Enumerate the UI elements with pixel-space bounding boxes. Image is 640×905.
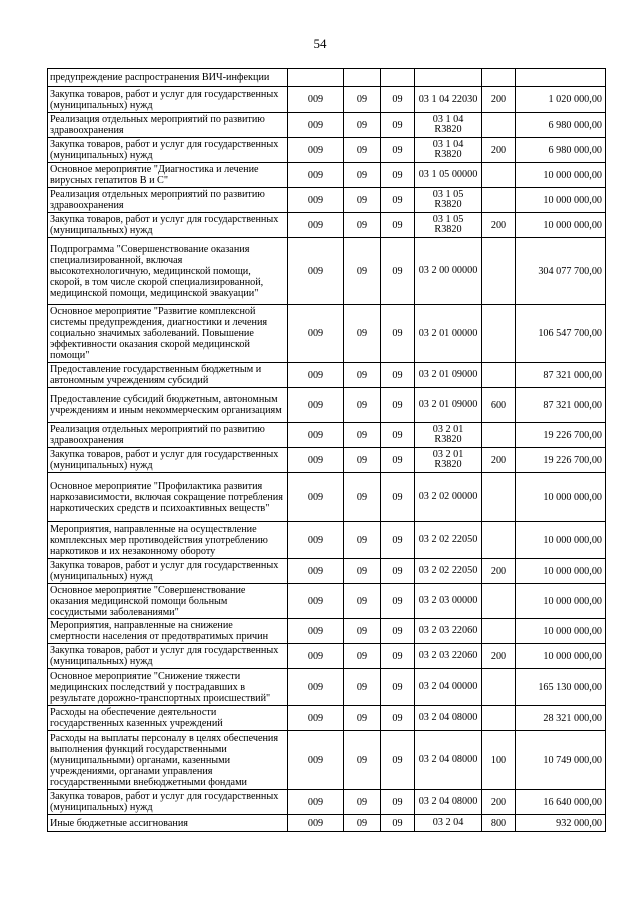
section-code: 09 — [344, 113, 381, 138]
target-article-code: 03 1 04 R3820 — [415, 113, 482, 138]
amount: 10 000 000,00 — [516, 619, 606, 644]
subsection-code: 09 — [381, 619, 415, 644]
expense-type-code — [482, 305, 516, 363]
expense-type-code: 100 — [482, 731, 516, 790]
section-code: 09 — [344, 790, 381, 815]
amount: 10 749 000,00 — [516, 731, 606, 790]
expense-type-code — [482, 69, 516, 87]
expense-type-code — [482, 669, 516, 706]
target-article-code: 03 2 02 00000 — [415, 473, 482, 522]
ministry-code: 009 — [288, 448, 344, 473]
amount: 87 321 000,00 — [516, 388, 606, 423]
ministry-code: 009 — [288, 213, 344, 238]
ministry-code: 009 — [288, 584, 344, 619]
ministry-code: 009 — [288, 388, 344, 423]
target-article-code: 03 2 00 00000 — [415, 238, 482, 305]
expense-type-code: 200 — [482, 644, 516, 669]
row-name: Закупка товаров, работ и услуг для государственных (муниципальных) нужд — [48, 790, 288, 815]
amount: 165 130 000,00 — [516, 669, 606, 706]
subsection-code: 09 — [381, 163, 415, 188]
amount: 10 000 000,00 — [516, 559, 606, 584]
row-name: Закупка товаров, работ и услуг для государственных (муниципальных) нужд — [48, 448, 288, 473]
ministry-code: 009 — [288, 138, 344, 163]
row-name: Расходы на обеспечение деятельности государственных казенных учреждений — [48, 706, 288, 731]
table-row — [48, 113, 606, 138]
expense-type-code — [482, 423, 516, 448]
amount: 10 000 000,00 — [516, 188, 606, 213]
section-code: 09 — [344, 138, 381, 163]
amount: 19 226 700,00 — [516, 448, 606, 473]
target-article-code: 03 2 04 08000 — [415, 731, 482, 790]
ministry-code — [288, 69, 344, 87]
subsection-code: 09 — [381, 706, 415, 731]
table-row — [48, 584, 606, 619]
section-code: 09 — [344, 473, 381, 522]
ministry-code: 009 — [288, 473, 344, 522]
section-code: 09 — [344, 238, 381, 305]
subsection-code: 09 — [381, 584, 415, 619]
target-article-code: 03 2 04 — [415, 815, 482, 832]
expense-type-code — [482, 619, 516, 644]
amount: 16 640 000,00 — [516, 790, 606, 815]
section-code: 09 — [344, 559, 381, 584]
section-code: 09 — [344, 448, 381, 473]
subsection-code: 09 — [381, 815, 415, 832]
section-code: 09 — [344, 731, 381, 790]
section-code: 09 — [344, 363, 381, 388]
row-name: предупреждение распространения ВИЧ-инфекции — [48, 69, 288, 87]
amount: 6 980 000,00 — [516, 113, 606, 138]
section-code: 09 — [344, 619, 381, 644]
table-row — [48, 522, 606, 559]
expense-type-code: 200 — [482, 213, 516, 238]
expense-type-code — [482, 238, 516, 305]
row-name: Реализация отдельных мероприятий по развитию здравоохранения — [48, 423, 288, 448]
ministry-code: 009 — [288, 669, 344, 706]
subsection-code: 09 — [381, 669, 415, 706]
ministry-code: 009 — [288, 238, 344, 305]
target-article-code: 03 2 01 R3820 — [415, 448, 482, 473]
amount: 10 000 000,00 — [516, 213, 606, 238]
subsection-code: 09 — [381, 473, 415, 522]
target-article-code: 03 2 01 R3820 — [415, 423, 482, 448]
table-row — [48, 213, 606, 238]
ministry-code: 009 — [288, 790, 344, 815]
amount: 10 000 000,00 — [516, 644, 606, 669]
expense-type-code: 200 — [482, 138, 516, 163]
ministry-code: 009 — [288, 363, 344, 388]
expense-type-code — [482, 163, 516, 188]
table-row — [48, 305, 606, 363]
amount: 10 000 000,00 — [516, 163, 606, 188]
subsection-code: 09 — [381, 363, 415, 388]
ministry-code: 009 — [288, 113, 344, 138]
amount: 6 980 000,00 — [516, 138, 606, 163]
ministry-code: 009 — [288, 522, 344, 559]
target-article-code: 03 2 04 00000 — [415, 669, 482, 706]
table-row — [48, 644, 606, 669]
section-code: 09 — [344, 669, 381, 706]
ministry-code: 009 — [288, 559, 344, 584]
subsection-code: 09 — [381, 731, 415, 790]
row-name: Подпрограмма "Совершенствование оказания специализированной, включая высокотехнологичную, медицинской помощи, скорой, в том числе скорой специализированной, медицинской помощи, медицинской эвакуации" — [48, 238, 288, 305]
amount: 19 226 700,00 — [516, 423, 606, 448]
subsection-code: 09 — [381, 522, 415, 559]
table-row — [48, 87, 606, 113]
target-article-code: 03 2 04 08000 — [415, 706, 482, 731]
subsection-code: 09 — [381, 188, 415, 213]
table-row — [48, 238, 606, 305]
row-name: Закупка товаров, работ и услуг для государственных (муниципальных) нужд — [48, 87, 288, 113]
row-name: Основное мероприятие "Развитие комплексной системы предупреждения, диагностики и лечения социально значимых заболеваний. Повышение эффективности оказания скорой медицинской помощи" — [48, 305, 288, 363]
amount: 28 321 000,00 — [516, 706, 606, 731]
expense-type-code — [482, 363, 516, 388]
subsection-code: 09 — [381, 448, 415, 473]
ministry-code: 009 — [288, 706, 344, 731]
expense-type-code — [482, 522, 516, 559]
table-row — [48, 363, 606, 388]
table-row — [48, 69, 606, 87]
row-name: Закупка товаров, работ и услуг для государственных (муниципальных) нужд — [48, 138, 288, 163]
target-article-code: 03 2 02 22050 — [415, 559, 482, 584]
expense-type-code: 200 — [482, 87, 516, 113]
row-name: Предоставление субсидий бюджетным, автономным учреждениям и иным некоммерческим организациям — [48, 388, 288, 423]
target-article-code — [415, 69, 482, 87]
subsection-code: 09 — [381, 87, 415, 113]
row-name: Закупка товаров, работ и услуг для государственных (муниципальных) нужд — [48, 213, 288, 238]
target-article-code: 03 2 01 00000 — [415, 305, 482, 363]
table-row — [48, 559, 606, 584]
ministry-code: 009 — [288, 163, 344, 188]
table-row — [48, 619, 606, 644]
expense-type-code — [482, 473, 516, 522]
target-article-code: 03 1 05 R3820 — [415, 213, 482, 238]
section-code: 09 — [344, 188, 381, 213]
table-row — [48, 790, 606, 815]
subsection-code: 09 — [381, 790, 415, 815]
subsection-code: 09 — [381, 213, 415, 238]
section-code: 09 — [344, 305, 381, 363]
ministry-code: 009 — [288, 423, 344, 448]
subsection-code: 09 — [381, 388, 415, 423]
amount: 106 547 700,00 — [516, 305, 606, 363]
row-name: Основное мероприятие "Снижение тяжести медицинских последствий у пострадавших в результате дорожно-транспортных происшествий" — [48, 669, 288, 706]
table-row — [48, 815, 606, 832]
expense-type-code: 200 — [482, 790, 516, 815]
subsection-code: 09 — [381, 559, 415, 584]
target-article-code: 03 2 02 22050 — [415, 522, 482, 559]
subsection-code: 09 — [381, 423, 415, 448]
table-row — [48, 163, 606, 188]
budget-table — [47, 68, 606, 832]
expense-type-code: 600 — [482, 388, 516, 423]
subsection-code: 09 — [381, 305, 415, 363]
section-code: 09 — [344, 644, 381, 669]
subsection-code: 09 — [381, 644, 415, 669]
expense-type-code: 200 — [482, 448, 516, 473]
row-name: Иные бюджетные ассигнования — [48, 815, 288, 832]
target-article-code: 03 2 03 00000 — [415, 584, 482, 619]
row-name: Предоставление государственным бюджетным и автономным учреждениям субсидий — [48, 363, 288, 388]
row-name: Закупка товаров, работ и услуг для государственных (муниципальных) нужд — [48, 644, 288, 669]
row-name: Основное мероприятие "Диагностика и лечение вирусных гепатитов В и С" — [48, 163, 288, 188]
subsection-code: 09 — [381, 238, 415, 305]
target-article-code: 03 1 04 R3820 — [415, 138, 482, 163]
section-code: 09 — [344, 522, 381, 559]
amount: 10 000 000,00 — [516, 473, 606, 522]
table-row — [48, 706, 606, 731]
page-number: 54 — [313, 36, 327, 51]
target-article-code: 03 2 01 09000 — [415, 363, 482, 388]
amount: 932 000,00 — [516, 815, 606, 832]
amount — [516, 69, 606, 87]
section-code: 09 — [344, 388, 381, 423]
row-name: Мероприятия, направленные на осуществление комплексных мер противодействия употреблению наркотиков и их незаконному обороту — [48, 522, 288, 559]
ministry-code: 009 — [288, 305, 344, 363]
target-article-code: 03 1 05 00000 — [415, 163, 482, 188]
subsection-code — [381, 69, 415, 87]
ministry-code: 009 — [288, 815, 344, 832]
table-row — [48, 669, 606, 706]
table-row — [48, 473, 606, 522]
expense-type-code — [482, 113, 516, 138]
table-row — [48, 138, 606, 163]
ministry-code: 009 — [288, 644, 344, 669]
row-name: Мероприятия, направленные на снижение смертности населения от предотвратимых причин — [48, 619, 288, 644]
ministry-code: 009 — [288, 731, 344, 790]
target-article-code: 03 2 01 09000 — [415, 388, 482, 423]
row-name: Расходы на выплаты персоналу в целях обеспечения выполнения функций государственными (муниципальными) органами, казенными учреждениями, органами управления государственными внебюджетными фондами — [48, 731, 288, 790]
row-name: Основное мероприятие "Совершенствование оказания медицинской помощи больным сосудистыми заболеваниями" — [48, 584, 288, 619]
expense-type-code: 200 — [482, 559, 516, 584]
row-name: Основное мероприятие "Профилактика развития наркозависимости, включая сокращение потребления наркотических средств и психоактивных веществ" — [48, 473, 288, 522]
subsection-code: 09 — [381, 138, 415, 163]
section-code — [344, 69, 381, 87]
table-row — [48, 448, 606, 473]
table-row — [48, 388, 606, 423]
section-code: 09 — [344, 423, 381, 448]
table-row — [48, 423, 606, 448]
target-article-code: 03 1 04 22030 — [415, 87, 482, 113]
table-row — [48, 731, 606, 790]
target-article-code: 03 2 03 22060 — [415, 619, 482, 644]
section-code: 09 — [344, 706, 381, 731]
section-code: 09 — [344, 213, 381, 238]
row-name: Реализация отдельных мероприятий по развитию здравоохранения — [48, 113, 288, 138]
table-row — [48, 188, 606, 213]
expense-type-code — [482, 188, 516, 213]
amount: 10 000 000,00 — [516, 522, 606, 559]
amount: 87 321 000,00 — [516, 363, 606, 388]
amount: 10 000 000,00 — [516, 584, 606, 619]
section-code: 09 — [344, 584, 381, 619]
section-code: 09 — [344, 815, 381, 832]
ministry-code: 009 — [288, 619, 344, 644]
amount: 1 020 000,00 — [516, 87, 606, 113]
expense-type-code — [482, 584, 516, 619]
target-article-code: 03 2 04 08000 — [415, 790, 482, 815]
target-article-code: 03 1 05 R3820 — [415, 188, 482, 213]
expense-type-code: 800 — [482, 815, 516, 832]
row-name: Закупка товаров, работ и услуг для государственных (муниципальных) нужд — [48, 559, 288, 584]
subsection-code: 09 — [381, 113, 415, 138]
ministry-code: 009 — [288, 87, 344, 113]
table-body — [48, 69, 606, 832]
amount: 304 077 700,00 — [516, 238, 606, 305]
target-article-code: 03 2 03 22060 — [415, 644, 482, 669]
section-code: 09 — [344, 87, 381, 113]
section-code: 09 — [344, 163, 381, 188]
expense-type-code — [482, 706, 516, 731]
ministry-code: 009 — [288, 188, 344, 213]
row-name: Реализация отдельных мероприятий по развитию здравоохранения — [48, 188, 288, 213]
